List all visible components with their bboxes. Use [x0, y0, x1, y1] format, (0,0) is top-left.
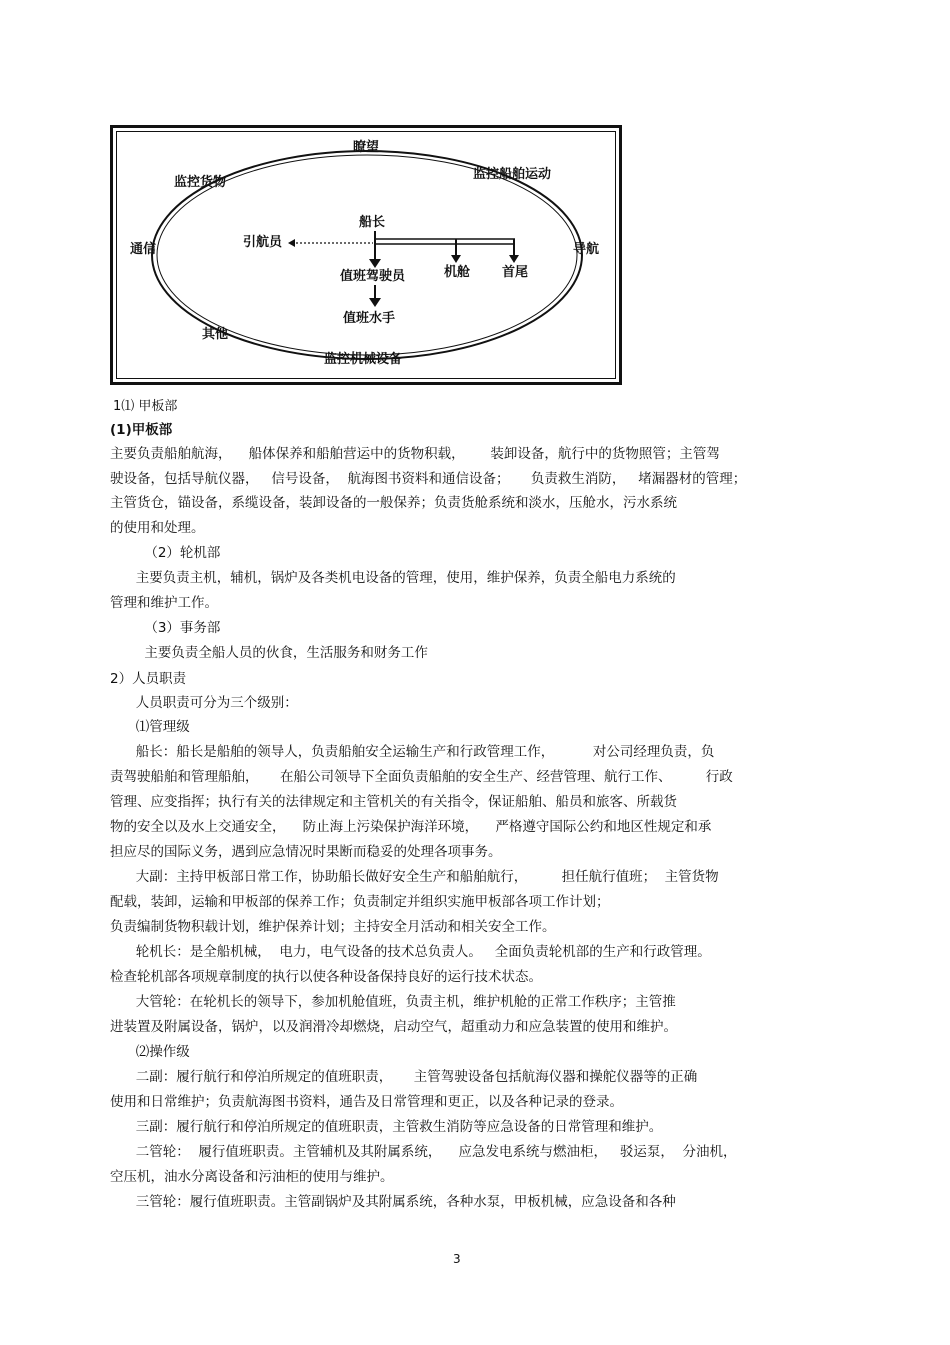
text-line: 负责编制货物积载计划，维护保养计划；主持安全月活动和相关安全工作。: [110, 919, 556, 935]
duty-organization-diagram: [110, 125, 622, 385]
heading-purser-department: （3）事务部: [110, 620, 221, 636]
page-number: 3: [453, 1252, 461, 1266]
text-line: 驶设备，包括导航仪器， 信号设备， 航海图书资料和通信设备； 负责救生消防， 堵漏器材的管理；: [110, 471, 747, 487]
text-line: 大副：主持甲板部日常工作，协助船长做好安全生产和船舶航行， 担任航行值班； 主管货物: [110, 869, 719, 885]
text-line: 大管轮：在轮机长的领导下，参加机舱值班，负责主机，维护机舱的正常工作秩序；主管推: [110, 994, 676, 1010]
text-line: 主要负责主机，辅机，锅炉及各类机电设备的管理，使用，维护保养，负责全船电力系统的: [110, 570, 676, 586]
label-monitor-ship-motion: 监控船舶运动: [473, 167, 552, 182]
label-lookout: 瞭望: [353, 140, 380, 155]
text-line: 使用和日常维护；负责航海图书资料，通告及日常管理和更正，以及各种记录的登录。: [110, 1094, 623, 1110]
text-line: 物的安全以及水上交通安全， 防止海上污染保护海洋环境， 严格遵守国际公约和地区性规定和承: [110, 819, 712, 835]
label-bow-stern: 首尾: [502, 265, 529, 280]
text-line: 三副：履行航行和停泊所规定的值班职责，主管救生消防等应急设备的日常管理和维护。: [110, 1119, 663, 1135]
text-line: 二副：履行航行和停泊所规定的值班职责， 主管驾驶设备包括航海仪器和操舵仪器等的正确: [110, 1069, 698, 1085]
heading-deck-department: (1)甲板部: [110, 422, 173, 438]
text-line: 检查轮机部各项规章制度的执行以使各种设备保持良好的运行技术状态。: [110, 969, 542, 985]
text-line: 进装置及附属设备，锅炉，以及润滑冷却燃烧，启动空气，超重动力和应急装置的使用和维护。: [110, 1019, 677, 1035]
label-monitor-machinery: 监控机械设备: [324, 352, 403, 367]
text-line: 主要负责全船人员的伙食，生活服务和财务工作: [110, 645, 428, 661]
heading-operational-level: ⑵操作级: [110, 1044, 190, 1060]
text-line: 主要负责船舶航海， 船体保养和船舶营运中的货物积载， 装卸设备，航行中的货物照管；主管驾: [110, 446, 720, 462]
text-line: 轮机长：是全船机械， 电力，电气设备的技术总负责人。 全面负责轮机部的生产和行政管理。: [110, 944, 711, 960]
label-others: 其他: [202, 327, 229, 342]
heading-personnel-duties: 2）人员职责: [110, 671, 187, 687]
text-line: 责驾驶船舶和管理船舶， 在船公司领导下全面负责船舶的安全生产、经营管理、航行工作、 行政: [110, 769, 733, 785]
text-line: 船长：船长是船舶的领导人，负责船舶安全运输生产和行政管理工作， 对公司经理负责，负: [110, 744, 715, 760]
arrow-to-engine: [451, 255, 461, 263]
diagram-caption: 1⑴ 甲板部: [113, 399, 178, 414]
label-navigation: 导航: [573, 242, 600, 257]
label-duty-officer: 值班驾驶员: [340, 269, 406, 284]
text-line: 管理和维护工作。: [110, 595, 218, 611]
diagram-graphics: [110, 125, 622, 385]
text-line: 担应尽的国际义务，遇到应急情况时果断而稳妥的处理各项事务。: [110, 844, 502, 860]
arrow-to-pilot: [288, 239, 295, 247]
text-line: 人员职责可分为三个级别：: [110, 695, 298, 711]
text-line: 的使用和处理。: [110, 520, 205, 536]
heading-engine-department: （2）轮机部: [110, 545, 221, 561]
arrow-to-duty-seaman: [369, 298, 381, 307]
heading-management-level: ⑴管理级: [110, 719, 190, 735]
label-captain: 船长: [359, 215, 386, 230]
label-engine-room: 机舱: [444, 265, 471, 280]
label-communication: 通信: [130, 242, 157, 257]
label-monitor-cargo: 监控货物: [174, 175, 227, 190]
diagram-outer-frame: [112, 127, 621, 384]
arrow-to-duty-officer: [369, 259, 381, 268]
text-line: 配载，装卸，运输和甲板部的保养工作；负责制定并组织实施甲板部各项工作计划；: [110, 894, 610, 910]
text-line: 主管货仓，锚设备，系缆设备，装卸设备的一般保养；负责货舱系统和淡水，压舱水，污水系统: [110, 495, 677, 511]
label-pilot: 引航员: [243, 235, 283, 250]
text-line: 空压机，油水分离设备和污油柜的使用与维护。: [110, 1169, 394, 1185]
text-line: 二管轮： 履行值班职责。主管辅机及其附属系统， 应急发电系统与燃油柜， 驳运泵， 分油机，: [110, 1144, 737, 1160]
label-duty-seaman: 值班水手: [343, 311, 396, 326]
text-line: 三管轮：履行值班职责。主管副锅炉及其附属系统，各种水泵，甲板机械，应急设备和各种: [110, 1194, 676, 1210]
text-line: 管理、应变指挥；执行有关的法律规定和主管机关的有关指令，保证船舶、船员和旅客、所载货: [110, 794, 677, 810]
arrow-to-bowstern: [509, 255, 519, 263]
